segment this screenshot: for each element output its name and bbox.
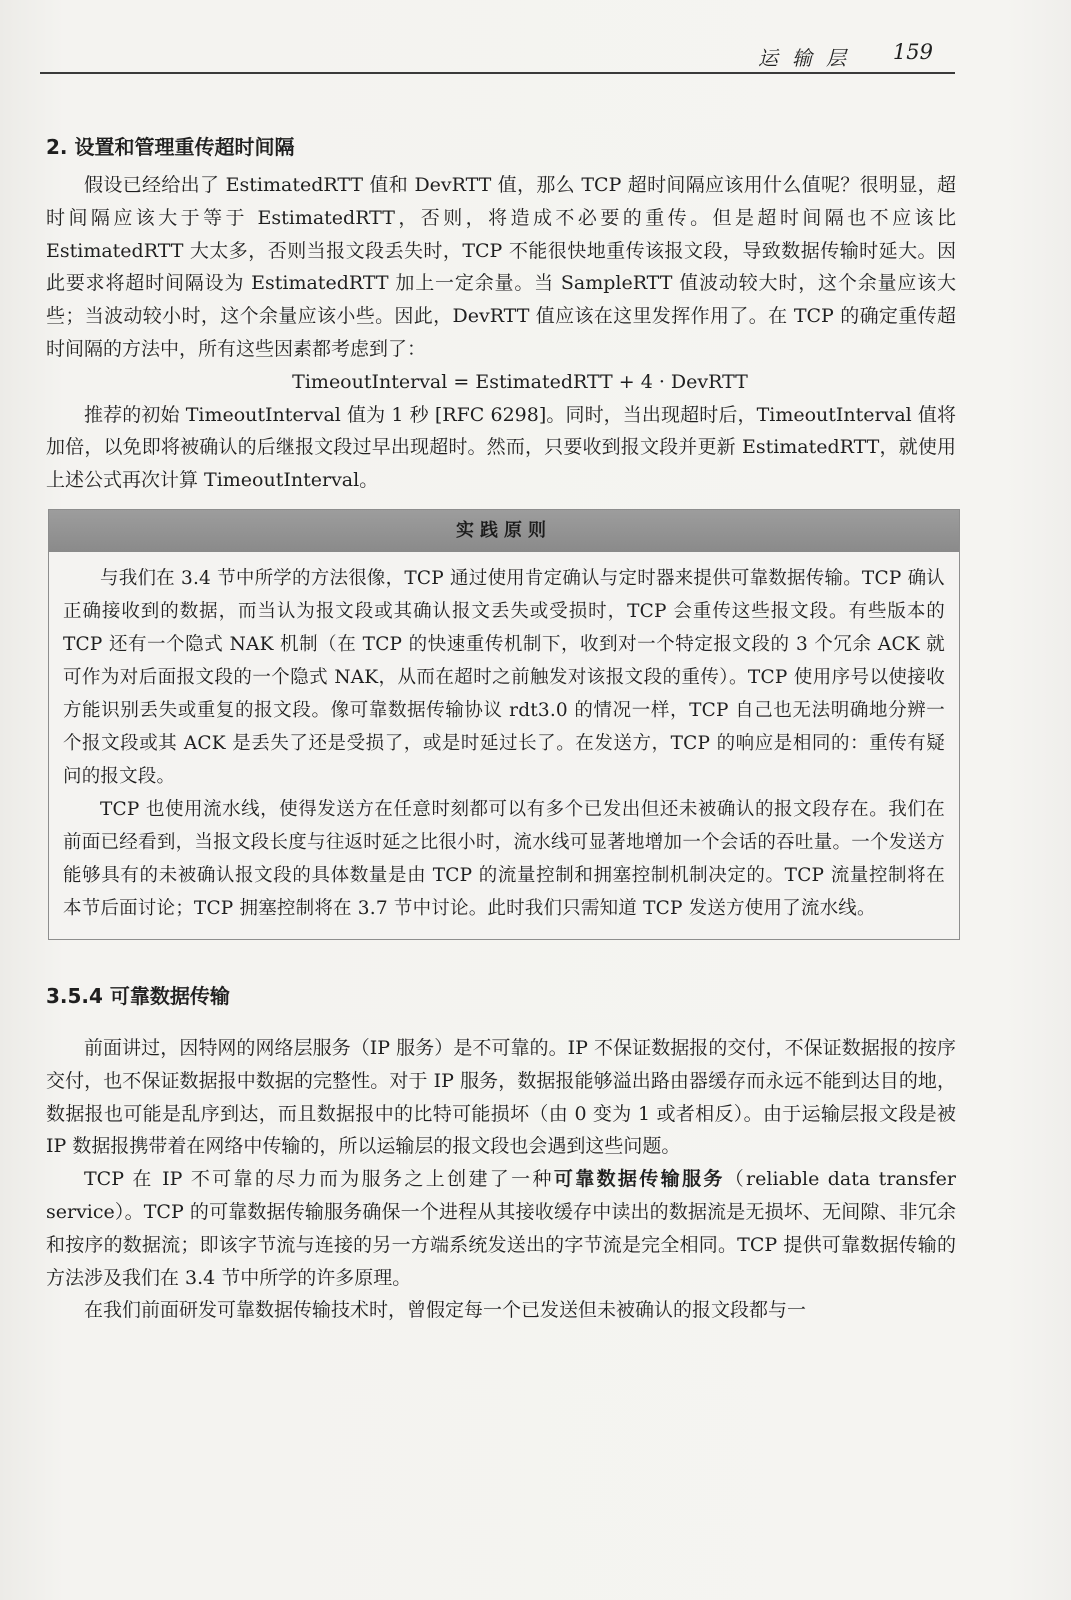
paragraph-tcp-reliable-service bbox=[46, 1163, 956, 1294]
practice-principles-box bbox=[48, 509, 960, 940]
practice-paragraph-2: TCP 也使用流水线，使得发送方在任意时刻都可以有多个已发出但还未被确认的报文段存在。我们在前面已经看到，当报文段长度与往返时延之比很小时，流水线可显著地增加一个会话的吞吐量。一个发送方能够具有的未被确认报文段的具体数量是由 TCP 的流量控制和拥塞控制机制决定的。TCP 流量控制将在本节后面讨论；TCP 拥塞控制将在 3.7 节中讨论。此时我们只需知道 TCP 发送方使用了流水线。 bbox=[63, 798, 945, 919]
reliable-text-after: （reliable data transfer service）。TCP 的可靠数据传输服务确保一个进程从其接收缓存中读出的数据流是无损坏、无间隙、非冗余和按序的数据流；即该字节流与连接的另一方端系统发送出的字节流是完全相同。TCP 提供可靠数据传输的方法涉及我们在 3.4 节中所学的许多原理。 bbox=[46, 1168, 956, 1289]
paragraph-timeout-initial: 推荐的初始 TimeoutInterval 值为 1 秒 [RFC 6298]。同时，当出现超时后，TimeoutInterval 值将加倍，以免即将被确认的后继报文段过早出现超时。然而，只要收到报文段并更新 EstimatedRTT，就使用上述公式再次计算 TimeoutInterval。 bbox=[46, 403, 956, 492]
paragraph-ip-unreliable: 前面讲过，因特网的网络层服务（IP 服务）是不可靠的。IP 不保证数据报的交付，不保证数据报的按序交付，也不保证数据报中数据的完整性。对于 IP 服务，数据报能够溢出路由器缓存而永远不能到达目的地，数据报也可能是乱序到达，而且数据报中的比特可能损坏（由 0 变为 1 或者相反）。由于运输层报文段是被 IP 数据报携带着在网络中传输的，所以运输层的报文段也会遇到这些问题。 bbox=[46, 1036, 956, 1158]
practice-paragraph-1: 与我们在 3.4 节中所学的方法很像，TCP 通过使用肯定确认与定时器来提供可靠数据传输。TCP 确认正确接收到的数据，而当认为报文段或其确认报文丢失或受损时，TCP 会重传这些报文段。有些版本的 TCP 还有一个隐式 NAK 机制（在 TCP 的快速重传机制下，收到对一个特定报文段的 3 个冗余 ACK 就可作为对后面报文段的一个隐式 NAK，从而在超时之前触发对该报文段的重传）。TCP 使用序号以使接收方能识别丢失或重复的报文段。像可靠数据传输协议 rdt3.0 的情况一样，TCP 自己也无法明确地分辨一个报文段或其 ACK 是丢失了还是受损了，或是时延过长了。在发送方，TCP 的响应是相同的：重传有疑问的报文段。 bbox=[63, 567, 945, 787]
page-number: 159 bbox=[892, 40, 933, 64]
section-spacer bbox=[46, 940, 956, 980]
page-header bbox=[40, 36, 955, 74]
section-heading-timeout: 2. 设置和管理重传超时间隔 bbox=[46, 135, 295, 159]
page-content bbox=[46, 131, 956, 1327]
reliable-data-transfer-term: 可靠数据传输服务 bbox=[553, 1168, 725, 1191]
practice-box-title: 实践原则 bbox=[49, 510, 959, 552]
practice-box-body bbox=[49, 552, 959, 939]
paragraph-timeout-intro: 假设已经给出了 EstimatedRTT 值和 DevRTT 值，那么 TCP 超时间隔应该用什么值呢？很明显，超时间隔应该大于等于 EstimatedRTT，否则，将造成不必要的重传。但是超时间隔也不应该比 EstimatedRTT 大太多，否则当报文段丢失时，TCP 不能很快地重传该报文段，导致数据传输时延大。因此要求将超时间隔设为 EstimatedRTT 加上一定余量。当 SampleRTT 值波动较大时，这个余量应该大些；当波动较小时，这个余量应该小些。因此，DevRTT 值应该在这里发挥作用了。在 TCP 的确定重传超时间隔的方法中，所有这些因素都考虑到了： bbox=[46, 174, 956, 360]
reliable-text-before: TCP 在 IP 不可靠的尽力而为服务之上创建了一种 bbox=[84, 1168, 554, 1191]
section-heading-reliable-transfer: 3.5.4 可靠数据传输 bbox=[46, 983, 230, 1008]
paragraph-reliable-development: 在我们前面研发可靠数据传输技术时，曾假定每一个已发送但未被确认的报文段都与一 bbox=[84, 1299, 807, 1322]
running-head: 运输层 bbox=[758, 46, 860, 70]
timeout-formula: TimeoutInterval = EstimatedRTT + 4 · DevRTT bbox=[292, 370, 748, 393]
